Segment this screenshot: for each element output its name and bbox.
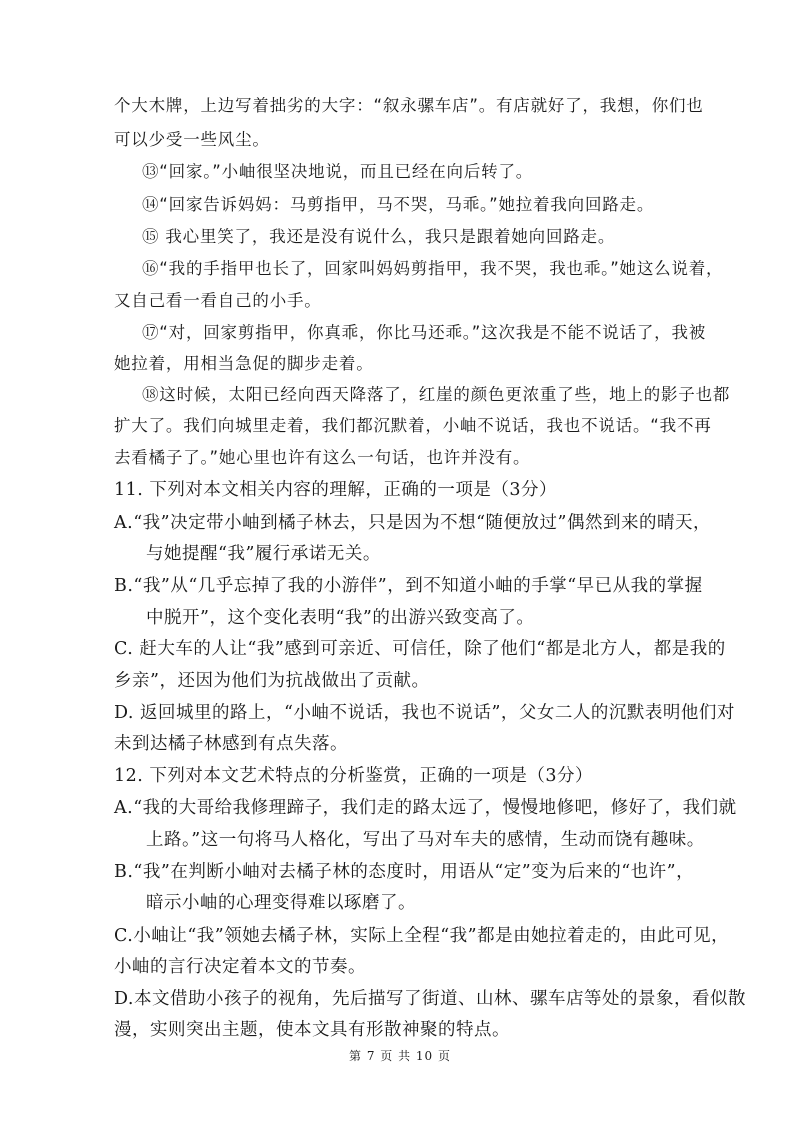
passage-line: 去看橘子了。”她心里也许有这么一句话，也许并没有。 <box>114 448 531 467</box>
question-12-option-c-cont: 小岫的言行决定着本文的节奏。 <box>114 957 366 977</box>
question-12-option-d: D.本文借助小孩子的视角，先后描写了街道、山林、骡车店等处的景象，看似散 <box>114 989 746 1009</box>
paragraph-15: ⑮ 我心里笑了，我还是没有说什么，我只是跟着她向回路走。 <box>142 227 616 246</box>
question-11-option-b-cont: 中脱开”，这个变化表明“我”的出游兴致变高了。 <box>146 608 535 628</box>
paragraph-16: ⑯“我的手指甲也长了，回家叫妈妈剪指甲，我不哭，我也乖。”她这么说着， <box>142 259 724 278</box>
paragraph-13: ⑬“回家。”小岫很坚决地说，而且已经在向后转了。 <box>142 162 534 181</box>
question-11-option-a: A.“我”决定带小岫到橘子林去，只是因为不想“随便放过”偶然到来的晴天， <box>114 513 711 533</box>
passage-line: 可以少受一些风尘。 <box>114 130 270 149</box>
question-11-option-c: C. 赶大车的人让“我”感到可亲近、可信任，除了他们“都是北方人，都是我的 <box>114 639 726 659</box>
paragraph-14: ⑭“回家告诉妈妈：马剪指甲，马不哭，马乖。”她拉着我向回路走。 <box>142 195 655 214</box>
question-11-option-d-cont: 未到达橘子林感到有点失落。 <box>114 734 348 754</box>
question-12-option-a-cont: 上路。”这一句将马人格化，写出了马对车夫的感情，生动而饶有趣味。 <box>146 830 705 850</box>
question-12-stem: 12. 下列对本文艺术特点的分析鉴赏，正确的一项是（3分） <box>114 766 594 786</box>
passage-line: 个大木牌，上边写着拙劣的大字：“叙永骡车店”。有店就好了，我想，你们也 <box>114 96 704 115</box>
passage-line: 她拉着，用相当急促的脚步走着。 <box>114 354 374 373</box>
question-11-option-c-cont: 乡亲”，还因为他们为抗战做出了贡献。 <box>114 671 430 691</box>
passage-line: 扩大了。我们向城里走着，我们都沉默着，小岫不说话，我也不说话。“我不再 <box>114 416 712 435</box>
question-12-option-b: B.“我”在判断小岫对去橘子林的态度时，用语从“定”变为后来的“也许”， <box>114 862 695 882</box>
question-11-option-a-cont: 与她提醒“我”履行承诺无关。 <box>146 544 381 564</box>
question-12-option-b-cont: 暗示小岫的心理变得难以琢磨了。 <box>146 893 416 913</box>
question-11-option-d: D. 返回城里的路上，“小岫不说话，我也不说话”，父女二人的沉默表明他们对 <box>114 703 735 723</box>
passage-line: 又自己看一看自己的小手。 <box>114 291 322 310</box>
paragraph-17: ⑰“对，回家剪指甲，你真乖，你比马还乖。”这次我是不能不说话了，我被 <box>142 323 707 342</box>
page-number-footer: 第 7 页 共 10 页 <box>349 1049 451 1063</box>
question-11-stem: 11. 下列对本文相关内容的理解，正确的一项是（3分） <box>114 480 558 500</box>
question-12-option-d-cont: 漫，实则突出主题，使本文具有形散神聚的特点。 <box>114 1020 510 1040</box>
question-12-option-a: A.“我的大哥给我修理蹄子，我们走的路太远了，慢慢地修吧，修好了，我们就 <box>114 798 737 818</box>
question-12-option-c: C.小岫让“我”领她去橘子林，实际上全程“我”都是由她拉着走的，由此可见， <box>114 926 730 946</box>
question-11-option-b: B.“我”从“几乎忘掉了我的小游伴”，到不知道小岫的手掌“早已从我的掌握 <box>114 576 703 596</box>
paragraph-18: ⑱这时候，太阳已经向西天降落了，红崖的颜色更浓重了些，地上的影子也都 <box>142 385 731 404</box>
